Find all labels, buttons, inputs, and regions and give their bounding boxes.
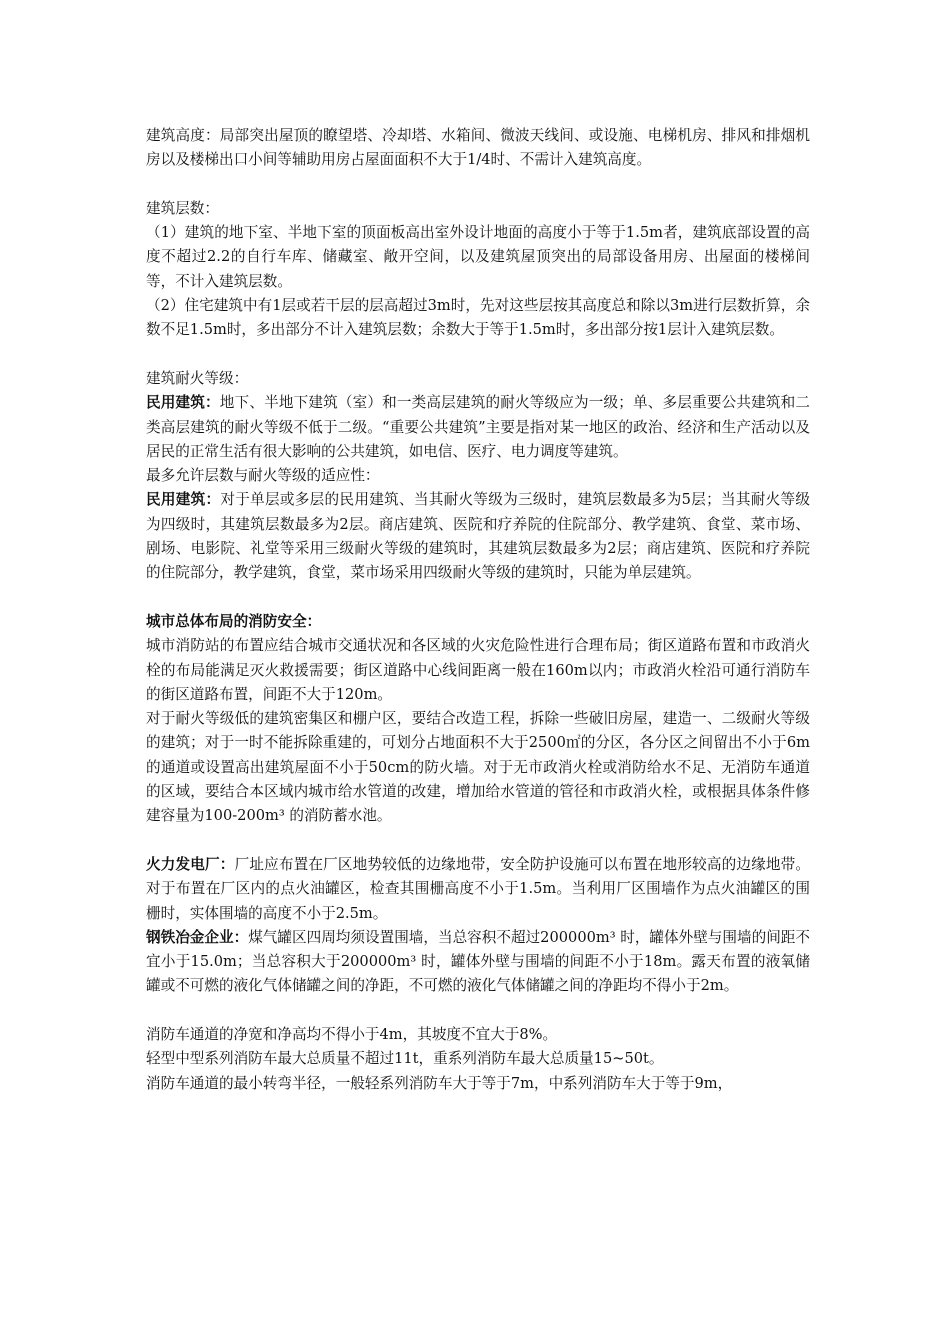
power-plant-label: 火力发电厂： xyxy=(146,855,235,873)
steel-enterprise-paragraph xyxy=(146,926,810,999)
building-floors-heading: 建筑层数： xyxy=(146,199,219,217)
building-floors-item-1: （1）建筑的地下室、半地下室的顶面板高出室外设计地面的高度小于等于1.5m者，建筑底部设置的高度不超过2.2的自行车库、储藏室、敞开空间，以及建筑屋顶突出的局部设备用房、出屋面的楼梯间等，不计入建筑层数。 xyxy=(146,224,810,290)
blank-line xyxy=(146,343,810,367)
max-floors-heading: 最多允许层数与耐火等级的适应性： xyxy=(146,467,380,485)
civil-building-text: 地下、半地下建筑（室）和一类高层建筑的耐火等级应为一级；单、多层重要公共建筑和二类高层建筑的耐火等级不低于二级。“重要公共建筑”主要是指对某一地区的政治、经济和生产活动以及居民的正常生活有很大影响的公共建筑，如电信、医疗、电力调度等建筑。 xyxy=(146,394,810,460)
steel-enterprise-text: 煤气罐区四周均须设置围墙，当总容积不超过200000m³ 时，罐体外壁与围墙的间距不宜小于15.0m；当总容积大于200000m³ 时，罐体外壁与围墙的间距不小于18m。露天布置的液氧储罐或不可燃的液化气体储罐之间的净距，不可燃的液化气体储罐之间的净距均不得小于2m。 xyxy=(146,928,810,995)
civil-building-text: 对于单层或多层的民用建筑、当其耐火等级为三级时，建筑层数最多为5层；当其耐火等级为四级时，其建筑层数最多为2层。商店建筑、医院和疗养院的住院部分、教学建筑、食堂、菜市场、剧场、电影院、礼堂等采用三级耐火等级的建筑时，其建筑层数最多为2层；商店建筑、医院和疗养院的住院部分，教学建筑，食堂，菜市场采用四级耐火等级的建筑时，只能为单层建筑。 xyxy=(146,491,810,582)
power-plant-paragraph xyxy=(146,853,810,926)
fire-resistance-heading: 建筑耐火等级： xyxy=(146,369,249,387)
document-body xyxy=(146,124,810,1096)
blank-line xyxy=(146,999,810,1023)
blank-line xyxy=(146,173,810,197)
dense-area-paragraph: 对于耐火等级低的建筑密集区和棚户区，要结合改造工程，拆除一些破旧房屋，建造一、二级耐火等级的建筑；对于一时不能拆除重建的，可划分占地面积不大于2500㎡的分区，各分区之间留出不小于6m的通道或设置高出建筑屋面不小于50cm的防火墙。对于无市政消火栓或消防给水不足、无消防车通道的区域，要结合本区域内城市给水管道的改建，增加给水管道的管径和市政消火栓，或根据具体条件修建容量为100-200m³ 的消防蓄水池。 xyxy=(146,710,810,825)
civil-building-label: 民用建筑： xyxy=(146,394,220,412)
civil-building-label: 民用建筑： xyxy=(146,491,221,509)
building-height-paragraph: 建筑高度：局部突出屋顶的瞭望塔、冷却塔、水箱间、微波天线间、或设施、电梯机房、排风和排烟机房以及楼梯出口小间等辅助用房占屋面面积不大于1/4时、不需计入建筑高度。 xyxy=(146,127,810,169)
power-plant-text: 厂址应布置在厂区地势较低的边缘地带，安全防护设施可以布置在地形较高的边缘地带。对于布置在厂区内的点火油罐区，检查其围栅高度不小于1.5m。当利用厂区围墙作为点火油罐区的围栅时，实体围墙的高度不小于2.5m。 xyxy=(146,855,810,922)
blank-line xyxy=(146,586,810,610)
max-floors-civil-paragraph xyxy=(146,488,810,585)
urban-fire-station-paragraph: 城市消防站的布置应结合城市交通状况和各区域的火灾危险性进行合理布局；街区道路布置和市政消火栓的布局能满足灭火救援需要；街区道路中心线间距离一般在160m以内；市政消火栓沿可通行消防车的街区道路布置，间距不大于120m。 xyxy=(146,637,810,703)
fire-lane-size-paragraph: 消防车通道的净宽和净高均不得小于4m，其坡度不宜大于8%。 xyxy=(146,1025,558,1043)
urban-layout-heading: 城市总体布局的消防安全： xyxy=(146,612,322,630)
fire-lane-radius-paragraph: 消防车通道的最小转弯半径，一般轻系列消防车大于等于7m，中系列消防车大于等于9m， xyxy=(146,1074,733,1092)
building-floors-item-2: （2）住宅建筑中有1层或若干层的层高超过3m时，先对这些层按其高度总和除以3m进行层数折算，余数不足1.5m时，多出部分不计入建筑层数；余数大于等于1.5m时，多出部分按1层计入建筑层数。 xyxy=(146,297,810,339)
fire-truck-weight-paragraph: 轻型中型系列消防车最大总质量不超过11t，重系列消防车最大总质量15~50t。 xyxy=(146,1050,664,1068)
fire-resistance-civil-paragraph xyxy=(146,391,810,464)
blank-line xyxy=(146,829,810,853)
steel-enterprise-label: 钢铁冶金企业： xyxy=(146,928,249,946)
